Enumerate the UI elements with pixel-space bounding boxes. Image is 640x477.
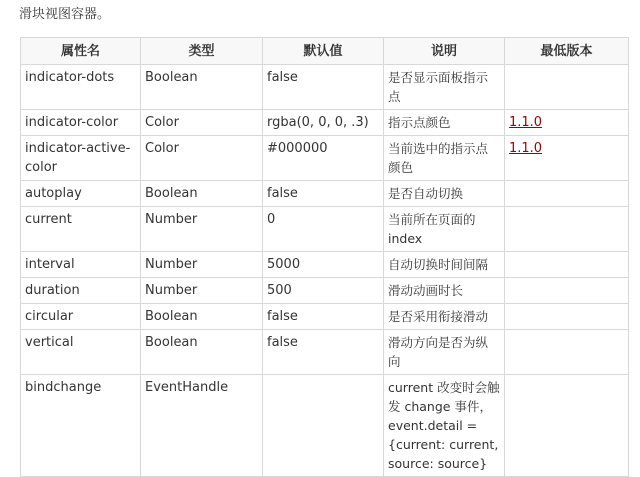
cell-attribute-name: circular bbox=[21, 304, 141, 330]
cell-default-value: false bbox=[263, 65, 384, 110]
cell-attribute-name: vertical bbox=[21, 330, 141, 375]
cell-min-version bbox=[505, 136, 629, 181]
cell-description: 是否显示面板指示点 bbox=[384, 65, 505, 110]
table-header bbox=[21, 38, 629, 65]
cell-type: Color bbox=[141, 136, 263, 181]
cell-attribute-name: current bbox=[21, 207, 141, 252]
cell-type: Boolean bbox=[141, 330, 263, 375]
cell-min-version bbox=[505, 207, 629, 252]
cell-default-value bbox=[263, 375, 384, 477]
cell-type: Boolean bbox=[141, 304, 263, 330]
cell-default-value: #000000 bbox=[263, 136, 384, 181]
cell-attribute-name: indicator-active-color bbox=[21, 136, 141, 181]
table-row bbox=[21, 252, 629, 278]
cell-type: Boolean bbox=[141, 181, 263, 207]
cell-default-value: 0 bbox=[263, 207, 384, 252]
cell-min-version bbox=[505, 278, 629, 304]
version-link[interactable]: 1.1.0 bbox=[509, 115, 543, 130]
cell-description: 滑动动画时长 bbox=[384, 278, 505, 304]
header-name: 属性名 bbox=[21, 38, 141, 65]
cell-description: 是否采用衔接滑动 bbox=[384, 304, 505, 330]
cell-default-value: false bbox=[263, 304, 384, 330]
cell-attribute-name: bindchange bbox=[21, 375, 141, 477]
table-row bbox=[21, 110, 629, 136]
cell-description: 自动切换时间间隔 bbox=[384, 252, 505, 278]
cell-attribute-name: indicator-color bbox=[21, 110, 141, 136]
table-body bbox=[21, 65, 629, 477]
cell-default-value: 500 bbox=[263, 278, 384, 304]
cell-type: Number bbox=[141, 278, 263, 304]
cell-min-version bbox=[505, 181, 629, 207]
cell-min-version bbox=[505, 304, 629, 330]
cell-attribute-name: autoplay bbox=[21, 181, 141, 207]
cell-default-value: false bbox=[263, 181, 384, 207]
header-desc: 说明 bbox=[384, 38, 505, 65]
header-row bbox=[21, 38, 629, 65]
cell-type: Number bbox=[141, 252, 263, 278]
table-row bbox=[21, 181, 629, 207]
cell-type: EventHandle bbox=[141, 375, 263, 477]
table-row bbox=[21, 304, 629, 330]
cell-description: 指示点颜色 bbox=[384, 110, 505, 136]
header-type: 类型 bbox=[141, 38, 263, 65]
table-row bbox=[21, 375, 629, 477]
version-link[interactable]: 1.1.0 bbox=[509, 141, 543, 156]
table-row bbox=[21, 278, 629, 304]
header-default: 默认值 bbox=[263, 38, 384, 65]
cell-min-version bbox=[505, 65, 629, 110]
cell-default-value: 5000 bbox=[263, 252, 384, 278]
header-version: 最低版本 bbox=[505, 38, 629, 65]
cell-description: current 改变时会触发 change 事件，event.detail = {current: current, source: source} bbox=[384, 375, 505, 477]
cell-description: 滑动方向是否为纵向 bbox=[384, 330, 505, 375]
cell-attribute-name: interval bbox=[21, 252, 141, 278]
cell-attribute-name: indicator-dots bbox=[21, 65, 141, 110]
table-row bbox=[21, 136, 629, 181]
cell-type: Number bbox=[141, 207, 263, 252]
cell-min-version bbox=[505, 110, 629, 136]
intro-text: 滑块视图容器。 bbox=[19, 7, 111, 22]
table-row bbox=[21, 330, 629, 375]
cell-min-version bbox=[505, 252, 629, 278]
cell-description: 当前选中的指示点颜色 bbox=[384, 136, 505, 181]
cell-default-value: false bbox=[263, 330, 384, 375]
cell-type: Color bbox=[141, 110, 263, 136]
cell-default-value: rgba(0, 0, 0, .3) bbox=[263, 110, 384, 136]
cell-min-version bbox=[505, 330, 629, 375]
cell-type: Boolean bbox=[141, 65, 263, 110]
cell-description: 是否自动切换 bbox=[384, 181, 505, 207]
table-row bbox=[21, 65, 629, 110]
cell-attribute-name: duration bbox=[21, 278, 141, 304]
cell-description: 当前所在页面的 index bbox=[384, 207, 505, 252]
table-row bbox=[21, 207, 629, 252]
cell-min-version bbox=[505, 375, 629, 477]
properties-table bbox=[20, 37, 629, 477]
